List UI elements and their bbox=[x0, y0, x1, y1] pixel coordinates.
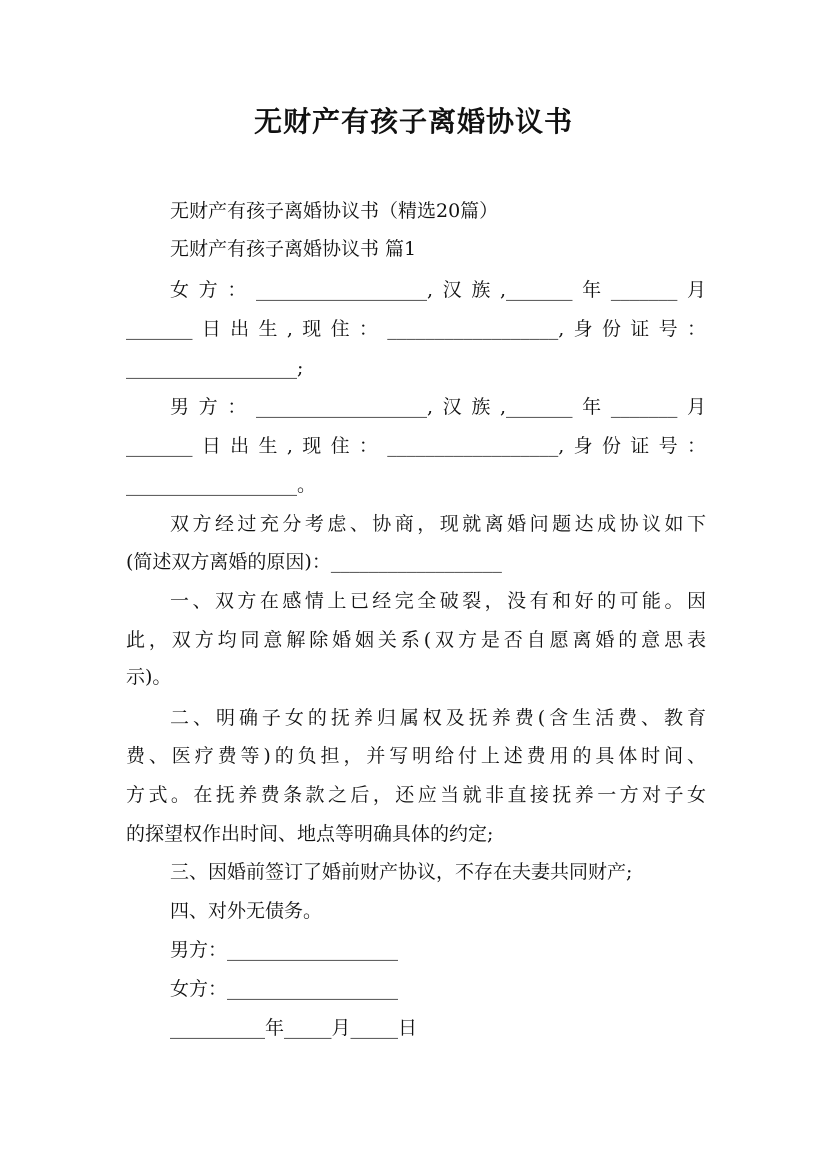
male-info-line-1: 男方：__________________,汉族,_______年_______月 bbox=[170, 396, 706, 418]
female-info-line-1: 女方：__________________,汉族,_______年_______月 bbox=[170, 279, 706, 301]
subtitle-line: 无财产有孩子离婚协议书（精选20篇） bbox=[170, 200, 499, 222]
female-info-line-3: __________________; bbox=[126, 357, 304, 379]
male-signature-line: 男方：__________________ bbox=[170, 939, 399, 961]
clause-1-line-3: 示)。 bbox=[126, 666, 172, 688]
female-signature-line: 女方：__________________ bbox=[170, 978, 399, 1000]
female-info-line-2: _______日出生,现住：__________________,身份证号： bbox=[126, 318, 706, 340]
clause-2-line-4: 的探望权作出时间、地点等明确具体的约定; bbox=[126, 823, 494, 845]
agreement-intro-line-2: (简述双方离婚的原因)：__________________ bbox=[126, 551, 502, 573]
clause-3-line: 三、因婚前签订了婚前财产协议，不存在夫妻共同财产; bbox=[170, 861, 633, 883]
agreement-intro-line-1: 双方经过充分考虑、协商，现就离婚问题达成协议如下 bbox=[170, 513, 706, 535]
clause-2-line-3: 方式。在抚养费条款之后，还应当就非直接抚养一方对子女 bbox=[126, 784, 706, 806]
male-info-line-2: _______日出生,现住：__________________,身份证号： bbox=[126, 435, 706, 457]
document-title: 无财产有孩子离婚协议书 bbox=[253, 105, 573, 138]
clause-1-line-2: 此，双方均同意解除婚姻关系(双方是否自愿离婚的意思表 bbox=[126, 629, 706, 651]
clause-2-line-2: 费、医疗费等)的负担，并写明给付上述费用的具体时间、 bbox=[126, 745, 706, 767]
clause-1-line-1: 一、双方在感情上已经完全破裂，没有和好的可能。因 bbox=[170, 590, 706, 612]
clause-4-line: 四、对外无债务。 bbox=[170, 900, 323, 922]
date-line: __________年_____月_____日 bbox=[170, 1017, 418, 1039]
male-info-line-3: __________________。 bbox=[126, 474, 317, 496]
section-heading: 无财产有孩子离婚协议书 篇1 bbox=[170, 238, 417, 260]
clause-2-line-1: 二、明确子女的抚养归属权及抚养费(含生活费、教育 bbox=[170, 707, 706, 729]
